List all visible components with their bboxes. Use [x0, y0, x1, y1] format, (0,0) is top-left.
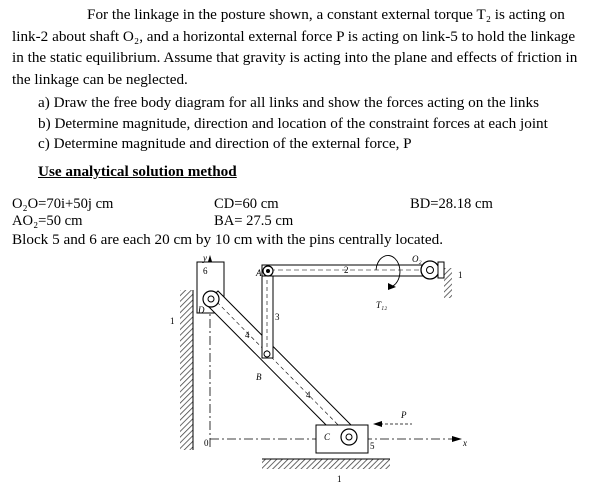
- label-torque: T₁₂: [376, 300, 388, 310]
- bearing-o2: [438, 262, 444, 278]
- ground-floor: [262, 459, 390, 469]
- label-o2: O₂: [412, 254, 422, 264]
- label-ground-right: 1: [458, 270, 463, 280]
- problem-line-1: For the linkage in the posture shown, a constant external torque T₂ is acting on: [87, 6, 565, 23]
- label-origin: 0: [204, 438, 209, 448]
- link-3: [262, 275, 273, 358]
- dim-ba: BA= 27.5 cm: [214, 213, 294, 229]
- label-x-axis: x: [463, 438, 467, 448]
- dim-ao2: AO₂=50 cm: [12, 213, 83, 229]
- task-a: a) Draw the free body diagram for all links and show the forces acting on the links: [38, 94, 540, 111]
- pin-b: [264, 351, 270, 357]
- dim-cd: CD=60 cm: [214, 196, 279, 212]
- problem-line-2: link-2 about shaft O₂, and a horizontal external force P is acting on link-5 to hold the linkage: [12, 27, 576, 45]
- problem-line-3: in the static equilibrium. Assume that gravity is acting into the plane and effects of friction in: [12, 49, 578, 66]
- task-b: b) Determine magnitude, direction and location of the constraint forces at each joint: [38, 114, 548, 132]
- label-force-p: P: [401, 410, 407, 420]
- label-d: D: [198, 305, 205, 315]
- problem-line-4: the linkage can be neglected.: [12, 70, 188, 88]
- block-note: Block 5 and 6 are each 20 cm by 10 cm with the pins centrally located.: [12, 231, 444, 248]
- label-ground-bottom: 1: [337, 474, 342, 484]
- label-link-2: 2: [344, 265, 349, 275]
- label-y-axis: y: [203, 253, 207, 263]
- dim-bd: BD=28.18 cm: [410, 196, 493, 212]
- label-link-6: 6: [203, 266, 208, 276]
- dim-o2o: O₂O=70i+50j cm: [12, 196, 114, 212]
- label-link-5: 5: [370, 441, 375, 451]
- x-axis-arrow-icon: [452, 436, 462, 442]
- label-link-3: 3: [275, 312, 280, 322]
- label-c: C: [324, 432, 331, 442]
- ground-wall-left: [180, 290, 193, 450]
- label-a: A: [256, 268, 262, 278]
- force-p-arrow-icon: [373, 421, 382, 427]
- label-link-4-upper: 4: [245, 330, 250, 340]
- method-heading: Use analytical solution method: [38, 163, 237, 180]
- torque-arrow-icon: [388, 283, 396, 290]
- task-c: c) Determine magnitude and direction of the external force, P: [38, 135, 412, 152]
- ground-wall-right: [444, 268, 452, 298]
- label-b: B: [256, 372, 262, 382]
- label-link-4-lower: 4: [306, 390, 311, 400]
- label-ground-left: 1: [170, 316, 175, 326]
